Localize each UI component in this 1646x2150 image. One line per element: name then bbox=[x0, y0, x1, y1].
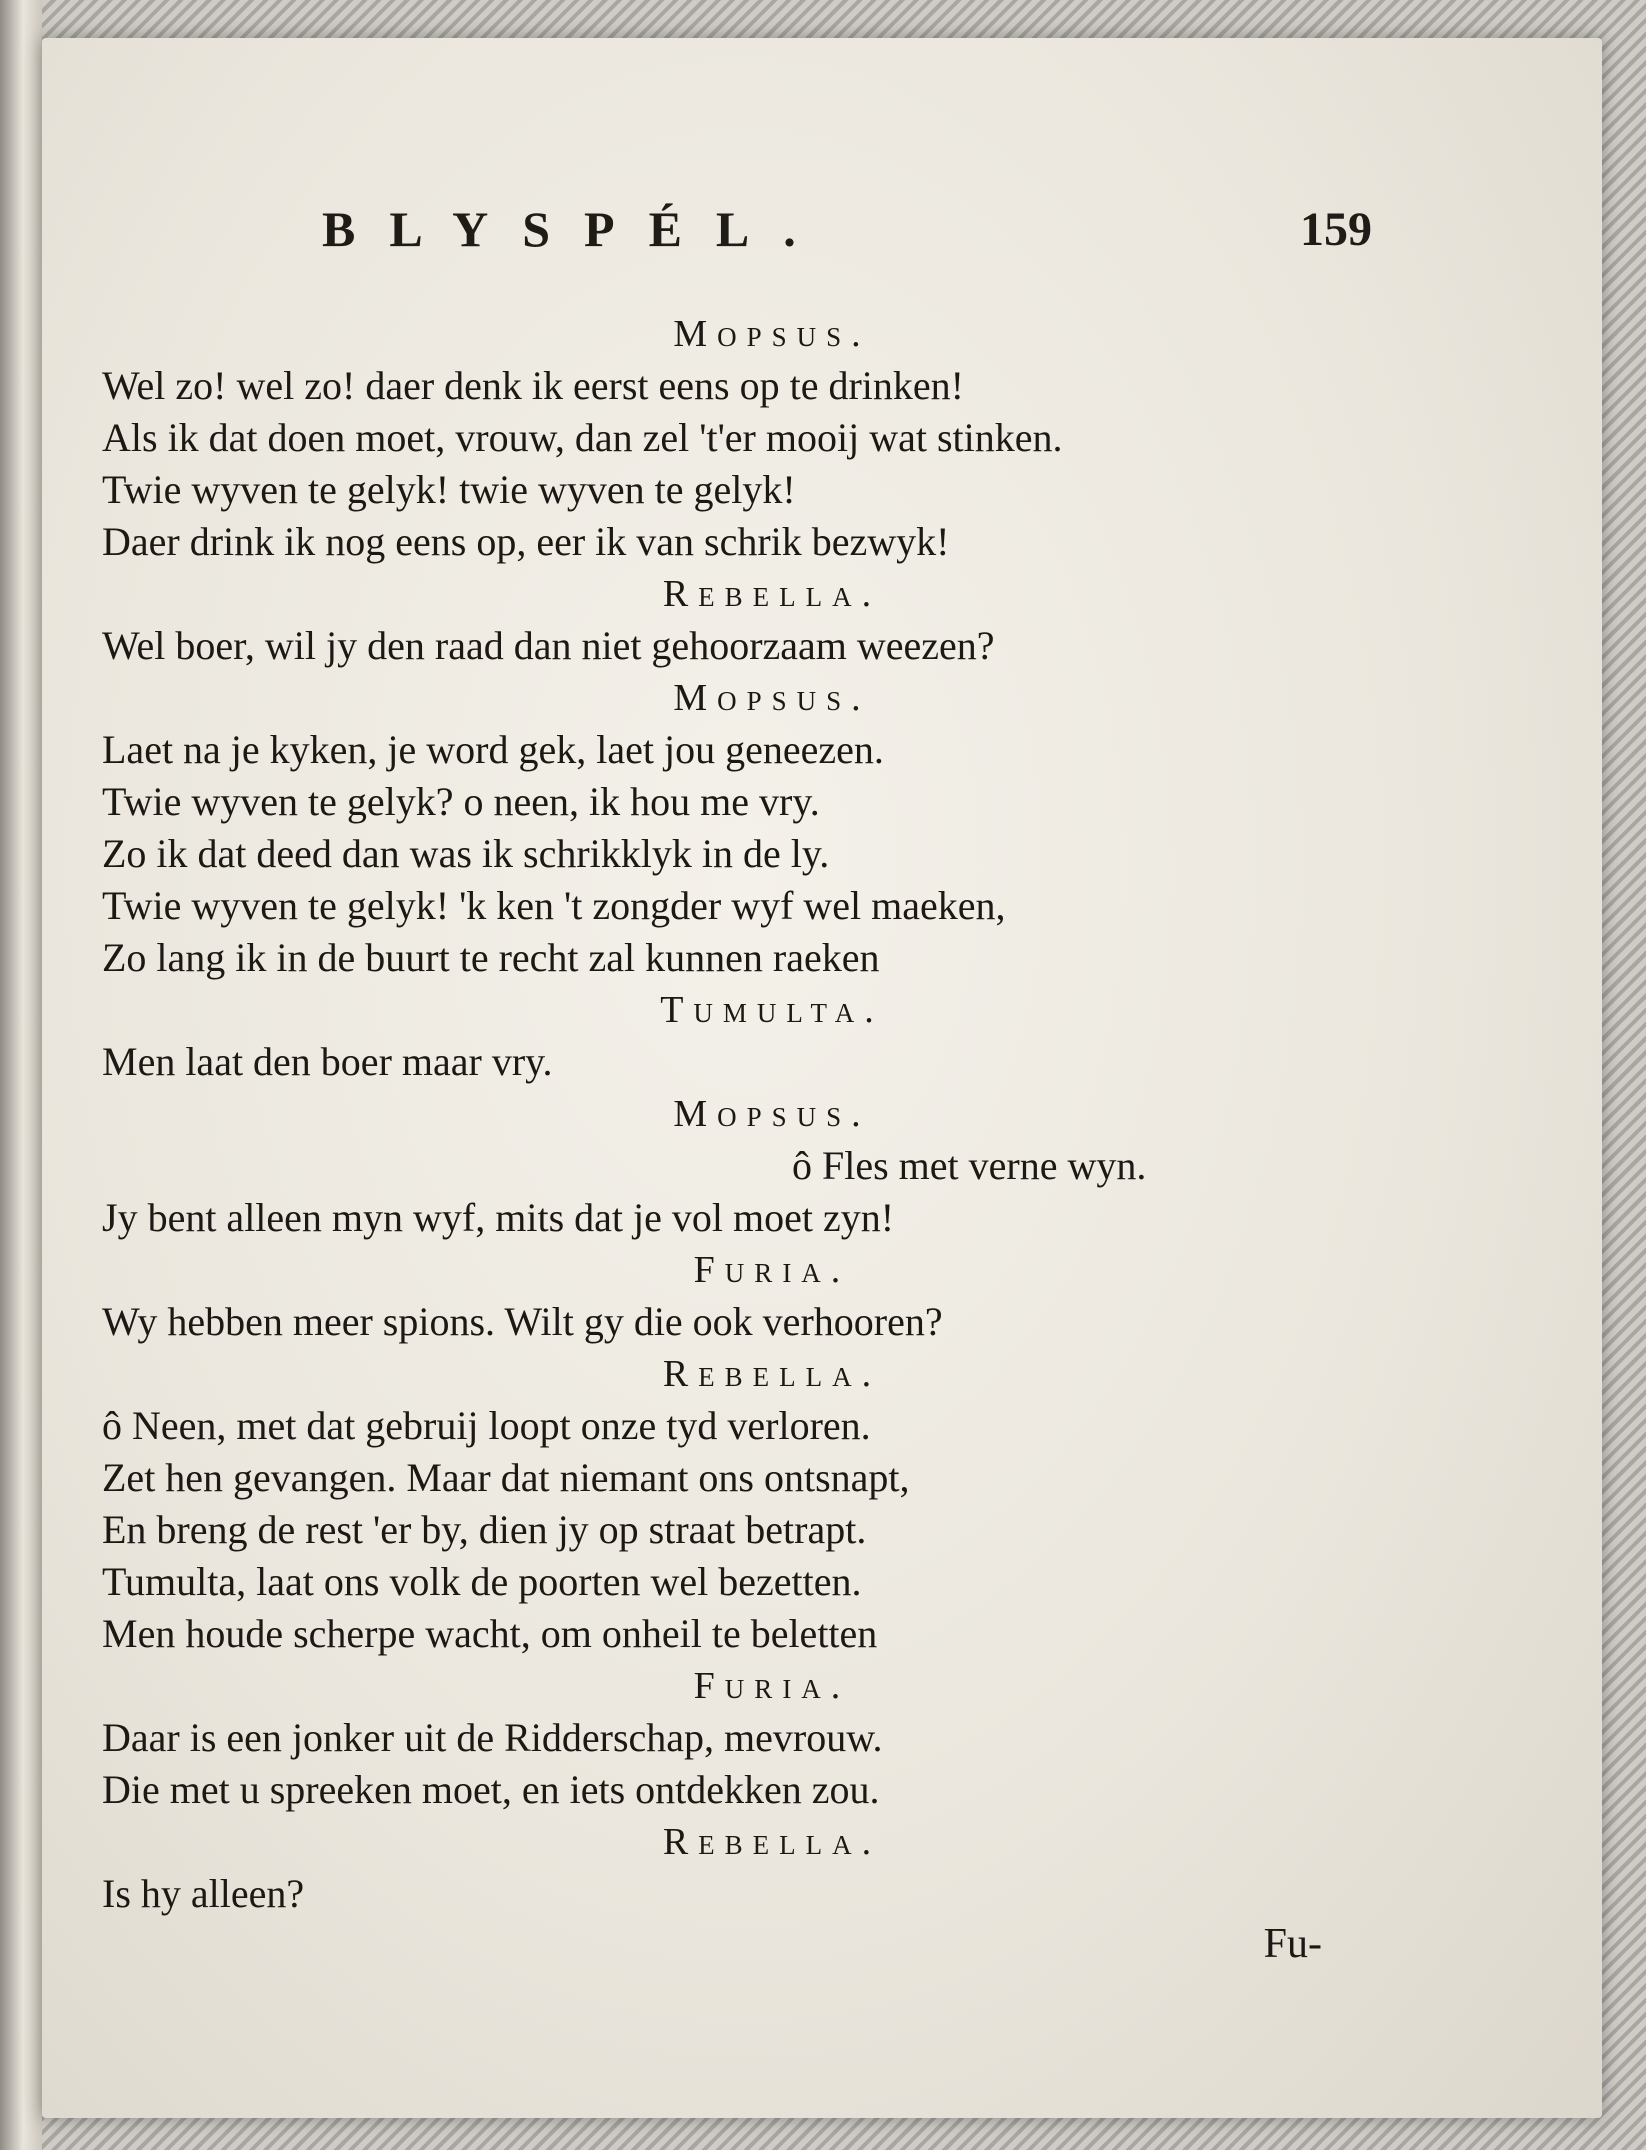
verse-line: Die met u spreeken moet, en iets ontdekken zou. bbox=[102, 1767, 880, 1812]
play-text bbox=[102, 308, 1382, 1920]
verse-line: En breng de rest 'er by, dien jy op straat betrapt. bbox=[102, 1507, 867, 1552]
speaker-name: Rebella. bbox=[662, 573, 882, 615]
verse-line: Twie wyven te gelyk? o neen, ik hou me vry. bbox=[102, 779, 820, 824]
verse-line: Men laat den boer maar vry. bbox=[102, 1039, 553, 1084]
verse-line: Zo ik dat deed dan was ik schrikklyk in de ly. bbox=[102, 831, 830, 876]
verse-line: Twie wyven te gelyk! twie wyven te gelyk! bbox=[102, 467, 796, 512]
verse-line: Is hy alleen? bbox=[102, 1871, 305, 1916]
verse-line: Wel zo! wel zo! daer denk ik eerst eens op te drinken! bbox=[102, 363, 964, 408]
speaker-name: Furia. bbox=[693, 1249, 851, 1291]
verse-line: Daar is een jonker uit de Ridderschap, mevrouw. bbox=[102, 1715, 883, 1760]
verse-line: Twie wyven te gelyk! 'k ken 't zongder wyf wel maeken, bbox=[102, 883, 1006, 928]
verse-line: Jy bent alleen myn wyf, mits dat je vol moet zyn! bbox=[102, 1195, 895, 1240]
speaker-name: Rebella. bbox=[662, 1821, 882, 1863]
speaker-name: Rebella. bbox=[662, 1353, 882, 1395]
running-head bbox=[322, 200, 1372, 270]
verse-line: ô Neen, met dat gebruij loopt onze tyd verloren. bbox=[102, 1403, 871, 1448]
verse-line: Laet na je kyken, je word gek, laet jou geneezen. bbox=[102, 727, 884, 772]
page-number: 159 bbox=[1300, 203, 1372, 256]
verse-line-indented: ô Fles met verne wyn. bbox=[792, 1143, 1147, 1188]
verse-line: Wel boer, wil jy den raad dan niet gehoorzaam weezen? bbox=[102, 623, 995, 668]
verse-line: Wy hebben meer spions. Wilt gy die ook verhooren? bbox=[102, 1299, 943, 1344]
catchword: Fu- bbox=[1263, 1921, 1322, 1967]
verse-line: Daer drink ik nog eens op, eer ik van schrik bezwyk! bbox=[102, 519, 950, 564]
verse-line: Men houde scherpe wacht, om onheil te beletten bbox=[102, 1611, 878, 1656]
speaker-name: Mopsus. bbox=[673, 1093, 871, 1135]
running-head-title: BLYSPÉL. bbox=[322, 201, 830, 257]
book-left-edge bbox=[0, 0, 42, 2150]
speaker-name: Mopsus. bbox=[673, 313, 871, 355]
speaker-name: Mopsus. bbox=[673, 677, 871, 719]
verse-line: Zo lang ik in de buurt te recht zal kunnen raeken bbox=[102, 935, 880, 980]
speaker-name: Tumulta. bbox=[660, 989, 884, 1031]
book-page bbox=[42, 38, 1602, 2118]
verse-line: Zet hen gevangen. Maar dat niemant ons ontsnapt, bbox=[102, 1455, 910, 1500]
verse-line: Tumulta, laat ons volk de poorten wel bezetten. bbox=[102, 1559, 862, 1604]
verse-line: Als ik dat doen moet, vrouw, dan zel 't'er mooij wat stinken. bbox=[102, 415, 1063, 460]
speaker-name: Furia. bbox=[693, 1665, 851, 1707]
